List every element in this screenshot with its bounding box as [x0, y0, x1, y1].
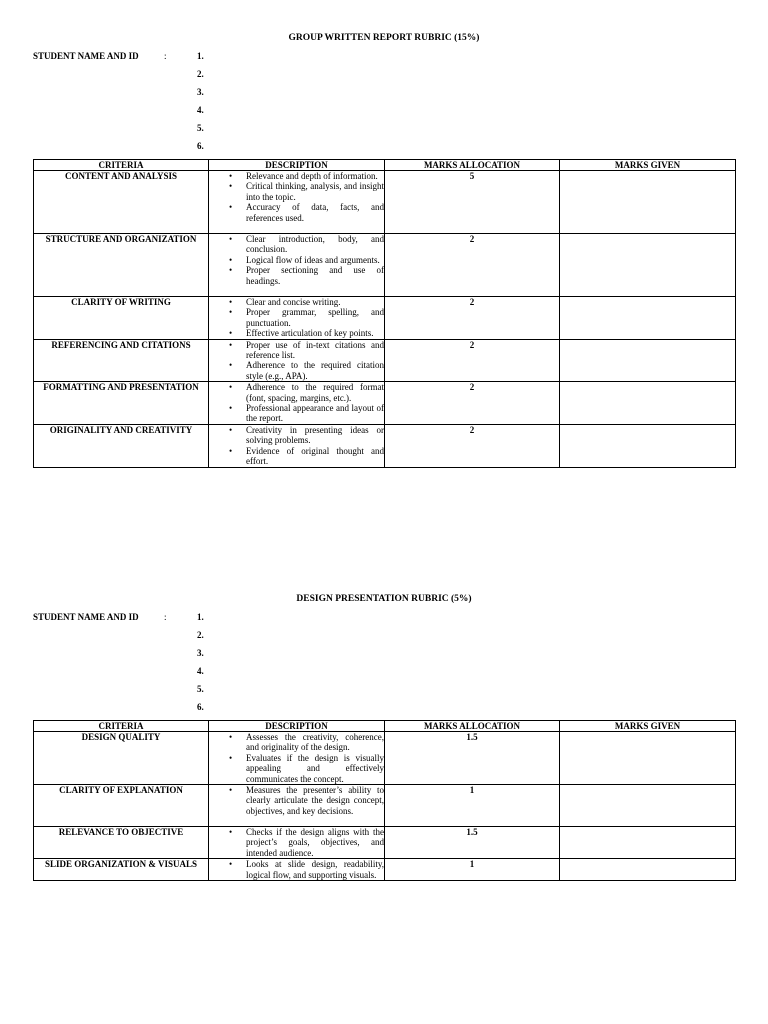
bullet-icon: •: [229, 265, 233, 276]
student-name-colon: :: [164, 51, 167, 61]
description-item: [209, 297, 384, 307]
description-item: [209, 446, 384, 467]
description-text: Measures the presenter’s ability to clearly articulate the design concept, objectives, and key decisions.: [246, 785, 384, 816]
header-marks-given: MARKS GIVEN: [560, 160, 736, 171]
description-text: Effective articulation of key points.: [246, 328, 374, 339]
description-cell: [209, 339, 385, 382]
bullet-icon: •: [229, 171, 233, 181]
description-list: [209, 827, 384, 858]
criteria-cell: RELEVANCE TO OBJECTIVE: [34, 827, 209, 859]
description-text: Looks at slide design, readability, logical flow, and supporting visuals.: [246, 859, 384, 880]
bullet-icon: •: [229, 403, 233, 414]
marks-allocation-cell: 1: [385, 859, 560, 881]
criteria-cell: STRUCTURE AND ORGANIZATION: [34, 234, 209, 297]
marks-allocation-cell: 1.5: [385, 827, 560, 859]
marks-allocation-cell: 5: [385, 171, 560, 234]
bullet-icon: •: [229, 339, 233, 350]
marks-given-cell[interactable]: [560, 785, 736, 827]
description-cell: [209, 234, 385, 297]
bullet-icon: •: [229, 785, 233, 796]
design-presentation-rubric-section: [33, 593, 735, 881]
rubric-title: DESIGN PRESENTATION RUBRIC (5%): [296, 594, 472, 604]
marks-given-cell[interactable]: [560, 339, 736, 382]
student-number-list: [197, 50, 204, 158]
description-item: [209, 753, 384, 784]
student-number: 4.: [197, 105, 204, 115]
table-row: [34, 785, 736, 827]
description-text: Proper grammar, spelling, and punctuation.: [246, 307, 384, 328]
description-text: Professional appearance and layout of the report.: [246, 403, 384, 424]
bullet-icon: •: [229, 234, 233, 244]
marks-allocation-cell: 1.5: [385, 732, 560, 785]
description-list: [209, 340, 384, 382]
description-item: [209, 234, 384, 255]
student-number: 1.: [197, 51, 204, 61]
bullet-icon: •: [229, 424, 233, 435]
criteria-cell: SLIDE ORGANIZATION & VISUALS: [34, 859, 209, 881]
description-text: Adherence to the required citation style (e.g., APA).: [246, 360, 384, 381]
marks-allocation-cell: 2: [385, 382, 560, 425]
table-row: [34, 382, 736, 425]
marks-given-cell[interactable]: [560, 171, 736, 234]
description-text: Evaluates if the design is visually appealing and effectively communicates the concept.: [246, 752, 384, 784]
description-cell: [209, 827, 385, 859]
table-row: [34, 339, 736, 382]
bullet-icon: •: [229, 859, 233, 870]
description-item: [209, 328, 384, 338]
description-item: [209, 382, 384, 403]
marks-allocation-cell: 1: [385, 785, 560, 827]
written-report-rubric-section: [33, 32, 735, 468]
table-header-row: [34, 721, 736, 732]
description-cell: [209, 424, 385, 467]
description-text: Clear introduction, body, and conclusion.: [246, 234, 384, 255]
marks-given-cell[interactable]: [560, 297, 736, 340]
student-number: 1.: [197, 612, 204, 622]
student-number: 5.: [197, 684, 204, 694]
description-text: Accuracy of data, facts, and references used.: [246, 202, 384, 223]
description-text: Adherence to the required format (font, spacing, margins, etc.).: [246, 382, 384, 403]
description-text: Assesses the creativity, coherence, and originality of the design.: [246, 732, 384, 753]
student-name-colon: :: [164, 612, 167, 622]
description-cell: [209, 859, 385, 881]
description-text: Proper use of in-text citations and reference list.: [246, 339, 384, 361]
table-row: [34, 171, 736, 234]
student-number: 2.: [197, 69, 204, 79]
marks-given-cell[interactable]: [560, 234, 736, 297]
description-cell: [209, 297, 385, 340]
student-number: 3.: [197, 648, 204, 658]
student-number: 2.: [197, 630, 204, 640]
description-text: Clear and concise writing.: [246, 297, 341, 307]
student-number: 6.: [197, 141, 204, 151]
criteria-cell: CONTENT AND ANALYSIS: [34, 171, 209, 234]
bullet-icon: •: [229, 181, 233, 192]
marks-allocation-cell: 2: [385, 424, 560, 467]
marks-given-cell[interactable]: [560, 827, 736, 859]
student-name-label: STUDENT NAME AND ID: [33, 612, 139, 622]
header-description: DESCRIPTION: [209, 160, 385, 171]
description-item: [209, 340, 384, 361]
student-number: 5.: [197, 123, 204, 133]
table-row: [34, 859, 736, 881]
header-criteria: CRITERIA: [34, 160, 209, 171]
description-item: [209, 307, 384, 328]
description-item: [209, 171, 384, 181]
description-list: [209, 234, 384, 286]
description-list: [209, 425, 384, 467]
criteria-cell: ORIGINALITY AND CREATIVITY: [34, 424, 209, 467]
description-item: [209, 255, 384, 265]
rubric-table: [33, 720, 736, 881]
description-list: [209, 785, 384, 816]
student-number: 3.: [197, 87, 204, 97]
description-item: [209, 181, 384, 202]
description-list: [209, 171, 384, 223]
header-criteria: CRITERIA: [34, 721, 209, 732]
header-marks-allocation: MARKS ALLOCATION: [385, 160, 560, 171]
description-list: [209, 382, 384, 424]
description-list: [209, 859, 384, 880]
marks-allocation-cell: 2: [385, 339, 560, 382]
bullet-icon: •: [229, 297, 233, 307]
description-text: Critical thinking, analysis, and insight into the topic.: [246, 181, 384, 202]
student-number: 4.: [197, 666, 204, 676]
criteria-cell: REFERENCING AND CITATIONS: [34, 339, 209, 382]
description-cell: [209, 171, 385, 234]
description-item: [209, 202, 384, 223]
criteria-cell: FORMATTING AND PRESENTATION: [34, 382, 209, 425]
description-cell: [209, 785, 385, 827]
marks-given-cell[interactable]: [560, 424, 736, 467]
bullet-icon: •: [229, 382, 233, 393]
table-row: [34, 424, 736, 467]
description-list: [209, 732, 384, 784]
description-item: [209, 265, 384, 286]
bullet-icon: •: [229, 732, 233, 742]
bullet-icon: •: [229, 202, 233, 213]
description-text: Evidence of original thought and effort.: [246, 445, 384, 467]
table-row: [34, 234, 736, 297]
rubric-table: [33, 159, 736, 468]
bullet-icon: •: [229, 445, 233, 456]
student-name-id-block: [33, 611, 735, 719]
header-description: DESCRIPTION: [209, 721, 385, 732]
description-text: Logical flow of ideas and arguments.: [246, 254, 380, 265]
description-item: [209, 859, 384, 880]
criteria-cell: CLARITY OF EXPLANATION: [34, 785, 209, 827]
table-header-row: [34, 160, 736, 171]
bullet-icon: •: [229, 328, 233, 339]
description-text: Creativity in presenting ideas or solving problems.: [246, 424, 384, 446]
student-number-list: [197, 611, 204, 719]
description-item: [209, 785, 384, 816]
student-number: 6.: [197, 702, 204, 712]
criteria-cell: CLARITY OF WRITING: [34, 297, 209, 340]
marks-allocation-cell: 2: [385, 234, 560, 297]
marks-given-cell[interactable]: [560, 382, 736, 425]
bullet-icon: •: [229, 827, 233, 838]
header-marks-allocation: MARKS ALLOCATION: [385, 721, 560, 732]
marks-given-cell[interactable]: [560, 732, 736, 785]
bullet-icon: •: [229, 360, 233, 371]
description-cell: [209, 732, 385, 785]
description-item: [209, 403, 384, 424]
description-text: Proper sectioning and use of headings.: [246, 265, 384, 286]
table-row: [34, 732, 736, 785]
table-row: [34, 827, 736, 859]
description-list: [209, 297, 384, 339]
marks-allocation-cell: 2: [385, 297, 560, 340]
criteria-cell: DESIGN QUALITY: [34, 732, 209, 785]
description-cell: [209, 382, 385, 425]
bullet-icon: •: [229, 307, 233, 318]
description-item: [209, 360, 384, 381]
bullet-icon: •: [229, 254, 233, 265]
marks-given-cell[interactable]: [560, 859, 736, 881]
bullet-icon: •: [229, 752, 233, 763]
student-name-id-block: [33, 50, 735, 158]
rubric-title: GROUP WRITTEN REPORT RUBRIC (15%): [288, 33, 480, 43]
description-item: [209, 425, 384, 446]
description-item: [209, 827, 384, 858]
student-name-label: STUDENT NAME AND ID: [33, 51, 139, 61]
header-marks-given: MARKS GIVEN: [560, 721, 736, 732]
description-text: Checks if the design aligns with the project’s goals, objectives, and intended audience.: [246, 827, 384, 858]
description-item: [209, 732, 384, 753]
table-row: [34, 297, 736, 340]
description-text: Relevance and depth of information.: [246, 171, 378, 181]
